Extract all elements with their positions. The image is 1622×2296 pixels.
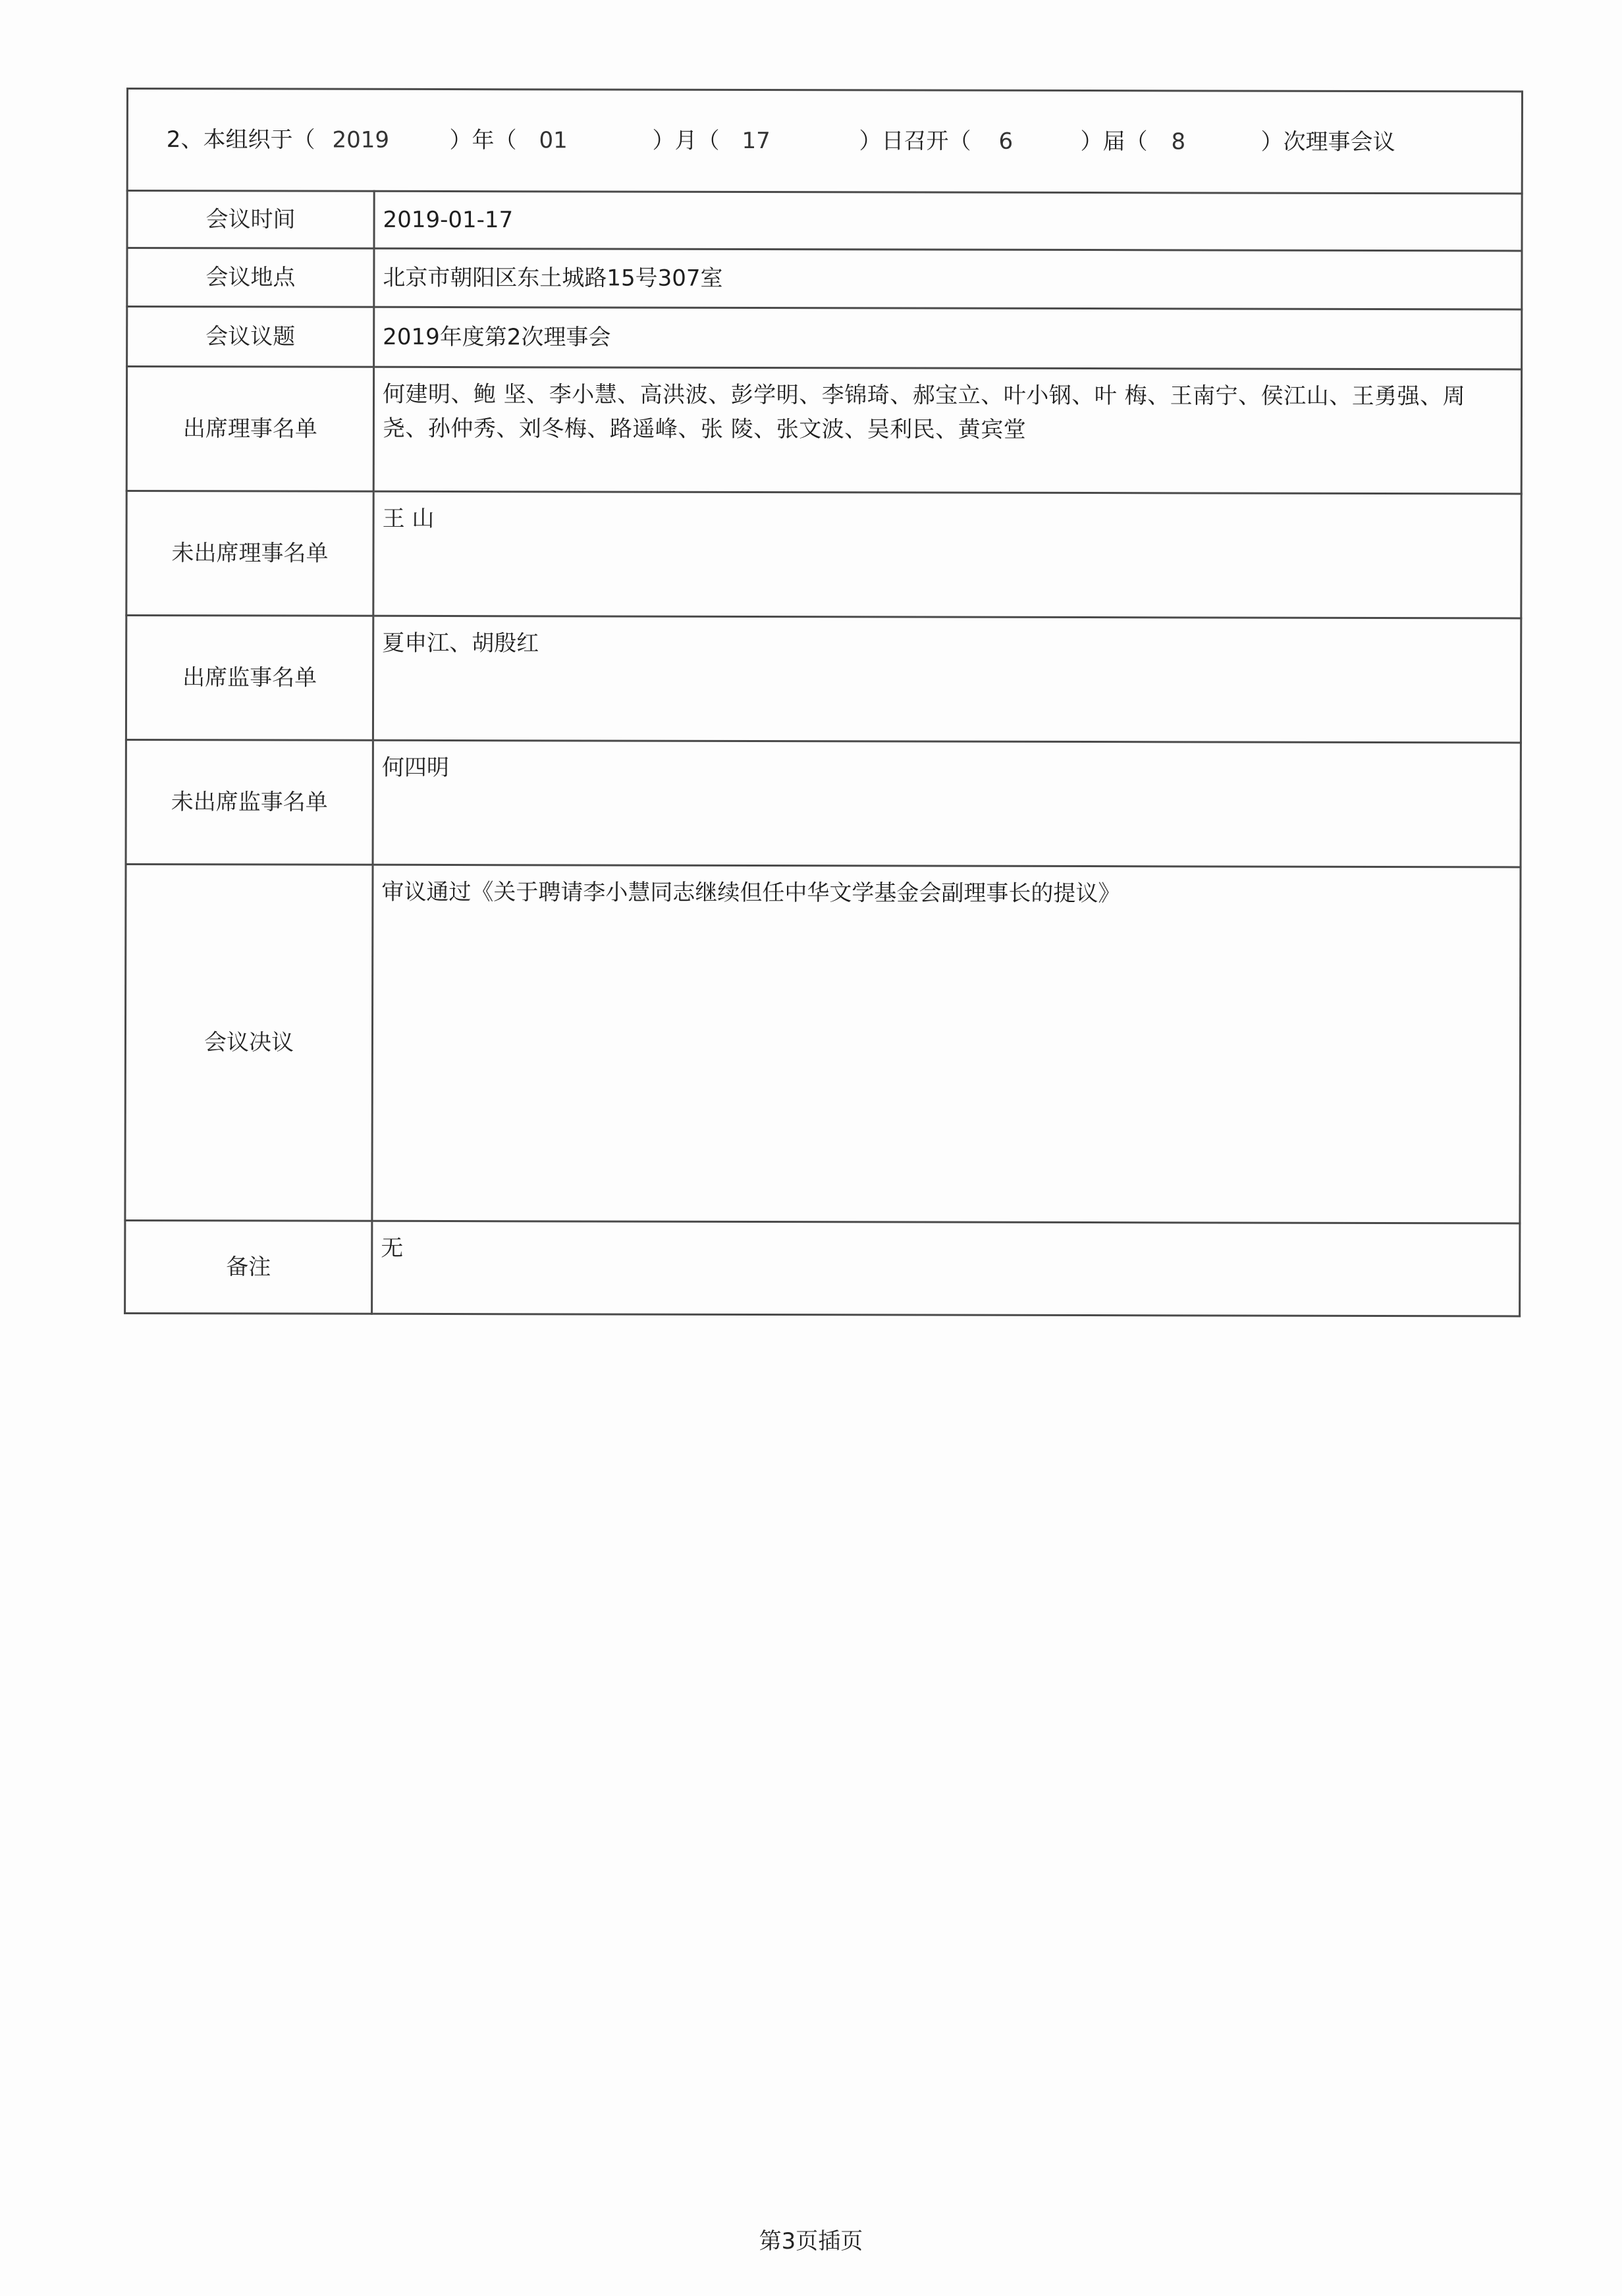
remark-row bbox=[125, 1220, 1520, 1316]
heading-year: 2019 bbox=[332, 126, 390, 153]
heading-session: 6 bbox=[998, 128, 1014, 155]
meeting-heading-cell bbox=[127, 89, 1522, 194]
heading-meeting-suffix: ）次理事会议 bbox=[1260, 128, 1395, 156]
absent-supervisors-value: 何四明 bbox=[373, 740, 1521, 867]
absent-directors-value: 王 山 bbox=[373, 491, 1521, 618]
meeting-resolution-value: 审议通过《关于聘请李小慧同志继续但任中华文学基金会副理事长的提议》 bbox=[372, 865, 1521, 1223]
remark-label: 备注 bbox=[125, 1220, 372, 1314]
meeting-heading-row bbox=[127, 89, 1522, 194]
heading-year-suffix: ）年（ bbox=[449, 127, 517, 154]
absent-supervisors-row bbox=[126, 740, 1521, 867]
meeting-place-label: 会议地点 bbox=[127, 248, 374, 307]
heading-month: 01 bbox=[539, 127, 568, 154]
attending-supervisors-row bbox=[126, 616, 1521, 743]
absent-directors-row bbox=[126, 491, 1521, 618]
heading-day: 17 bbox=[742, 127, 770, 155]
attending-directors-label: 出席理事名单 bbox=[126, 367, 373, 492]
meeting-time-value: 2019-01-17 bbox=[374, 191, 1522, 251]
meeting-place-row bbox=[127, 248, 1522, 309]
meeting-place-value: 北京市朝阳区东土城路15号307室 bbox=[374, 248, 1522, 309]
meeting-time-row bbox=[127, 191, 1522, 251]
heading-session-suffix: ）届（ bbox=[1080, 128, 1148, 155]
meeting-heading bbox=[167, 122, 1521, 159]
heading-day-suffix: ）日召开（ bbox=[859, 128, 971, 155]
absent-directors-label: 未出席理事名单 bbox=[126, 491, 373, 616]
council-meeting-table bbox=[124, 88, 1523, 1317]
attending-directors-value: 何建明、鲍 坚、李小慧、高洪波、彭学明、李锦琦、郝宝立、叶小钢、叶 梅、王南宁、侯江山、王勇强、周尧、孙仲秀、刘冬梅、路遥峰、张 陵、张文波、吴利民、黄宾堂 bbox=[373, 367, 1521, 494]
meeting-resolution-label: 会议决议 bbox=[125, 865, 373, 1221]
meeting-time-label: 会议时间 bbox=[127, 191, 374, 249]
meeting-topic-value: 2019年度第2次理事会 bbox=[374, 307, 1522, 369]
remark-value: 无 bbox=[372, 1221, 1520, 1316]
attending-directors-row bbox=[126, 367, 1521, 494]
attending-supervisors-value: 夏申江、胡殷红 bbox=[373, 616, 1521, 743]
page-footer: 第3页插页 bbox=[759, 2228, 863, 2255]
heading-prefix: 2、本组织于（ bbox=[166, 126, 315, 153]
absent-supervisors-label: 未出席监事名单 bbox=[126, 740, 373, 865]
heading-meeting-number: 8 bbox=[1171, 128, 1186, 155]
meeting-resolution-row bbox=[125, 865, 1521, 1223]
meeting-topic-row bbox=[127, 307, 1522, 369]
meeting-topic-label: 会议议题 bbox=[127, 307, 374, 367]
heading-month-suffix: ）月（ bbox=[652, 127, 720, 154]
attending-supervisors-label: 出席监事名单 bbox=[126, 616, 373, 741]
